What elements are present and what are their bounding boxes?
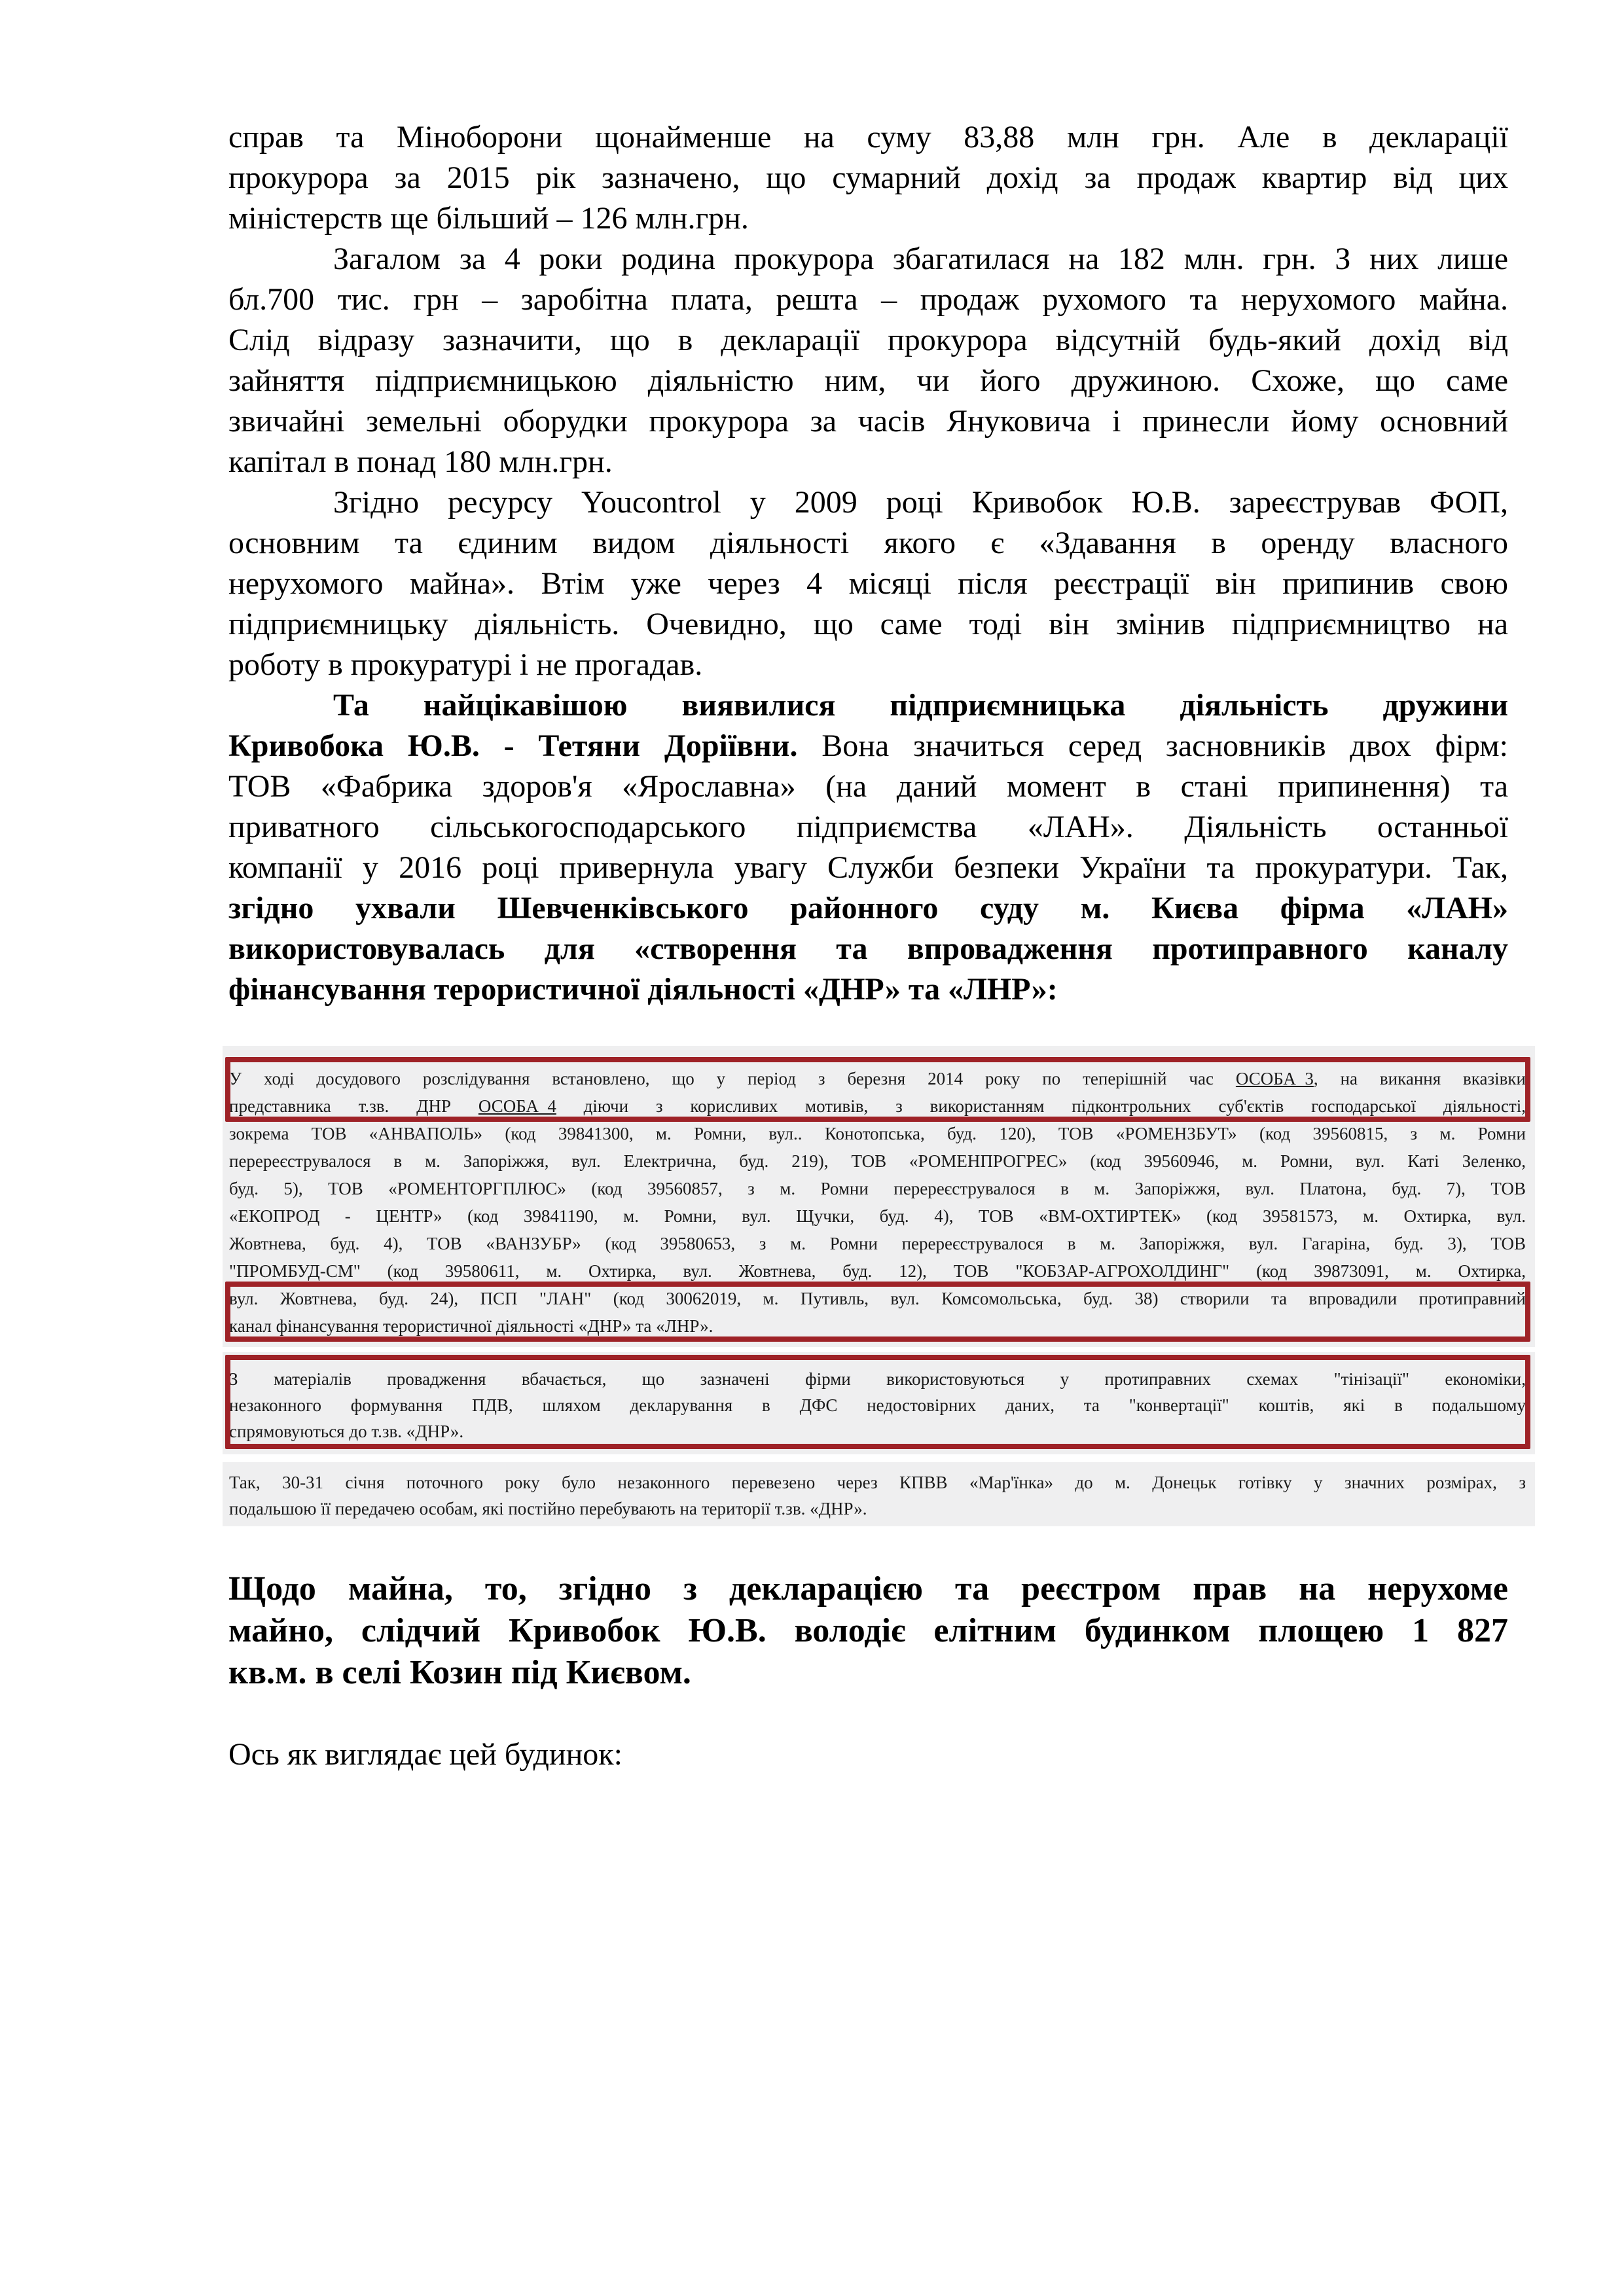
text-line: використовувалась для «створення та впровадження протиправного каналу <box>228 931 1508 966</box>
text-line: компанії у 2016 році привернула увагу Служби безпеки України та прокуратури. Так, <box>228 850 1508 885</box>
text-line: зокрема ТОВ «АНВАПОЛЬ» (код 39841300, м. Ромни, вул.. Конотопська, буд. 120), ТОВ «РОМЕНЗБУТ» (код 39560815, з м. Ромни <box>229 1124 1526 1143</box>
text-line: Щодо майна, то, згідно з декларацією та реєстром прав на нерухоме <box>228 1570 1508 1607</box>
embedded-screenshot-cash-transfer-note <box>223 1462 1535 1526</box>
person-link: ОСОБА_4 <box>478 1096 556 1116</box>
text-line: ТОВ «Фабрика здоров'я «Ярославна» (на даний момент в стані припинення) та <box>228 769 1508 804</box>
text-line: подальшою її передачею особам, які постійно перебувають на території т.зв. «ДНР». <box>229 1499 867 1518</box>
text-line: справ та Міноборони щонайменше на суму 83,88 млн грн. Але в декларації <box>228 120 1508 154</box>
text-line: міністерств ще більший – 126 млн.грн. <box>228 201 749 236</box>
text-line: буд. 5), ТОВ «РОМЕНТОРГПЛЮС» (код 39560857, з м. Ромни перереєструвалося в м. Запоріжжя, вул. Платона, буд. 7), ТОВ <box>229 1179 1526 1198</box>
text-line <box>228 726 1508 766</box>
text-line: Загалом за 4 роки родина прокурора збагатилася на 182 млн. грн. З них лише <box>333 242 1508 276</box>
text-line: зайняття підприємницькою діяльністю ним, чи його дружиною. Схоже, що саме <box>228 363 1508 398</box>
house-intro-line: Ось як виглядає цей будинок: <box>228 1737 623 1772</box>
text-line: звичайні земельні оборудки прокурора за часів Януковича і принесли йому основний <box>228 404 1508 439</box>
text-line: Слід відразу зазначити, що в декларації прокурора відсутній будь-який дохід від <box>228 323 1508 357</box>
text-span: Вона значиться серед засновників двох фірм: <box>797 728 1508 763</box>
text-line: незаконного формування ПДВ, шляхом декларування в ДФС недостовірних даних, та "конвертації" коштів, які в подальшому <box>229 1395 1526 1415</box>
text-line: Так, 30-31 січня поточного року було незаконного перевезено через КПВВ «Мар'їнка» до м. Донецьк готівку у значних розмірах, з <box>229 1473 1526 1492</box>
text-line: підприємницьку діяльність. Очевидно, що саме тоді він змінив підприємництво на <box>228 607 1508 641</box>
text-line <box>229 1092 1526 1120</box>
text-line: канал фінансування терористичної діяльності «ДНР» та «ЛНР». <box>229 1316 713 1336</box>
text-line: З матеріалів провадження вбачається, що зазначені фірми використовуються у протиправних схемах "тінізації" економіки, <box>229 1369 1526 1389</box>
bold-name-span: Кривобока Ю.В. - Тетяни Доріївни. <box>228 728 798 763</box>
screenshot-text <box>229 1065 1526 1340</box>
text-line: нерухомого майна». Втім уже через 4 місяці після реєстрації він припинив свою <box>228 566 1508 601</box>
text-line: "ПРОМБУД-СМ" (код 39580611, м. Охтирка, вул. Жовтнева, буд. 12), ТОВ "КОБЗАР-АГРОХОЛДИНГ" (код 39873091, м. Охтирка, <box>229 1261 1526 1281</box>
screenshot-text <box>229 1469 1526 1522</box>
text-line: фінансування терористичної діяльності «ДНР» та «ЛНР»: <box>228 972 1058 1007</box>
text-line: вул. Жовтнева, буд. 24), ПСП "ЛАН" (код 30062019, м. Путивль, вул. Комсомольська, буд. 38) створили та впровадили протиправний <box>229 1289 1526 1308</box>
text-span: У ході досудового розслідування встановлено, що у період з березня 2014 року по теперішній час <box>229 1069 1236 1088</box>
text-span: , на викання вказівки <box>1313 1069 1526 1088</box>
text-line: основним та єдиним видом діяльності якого є «Здавання в оренду власного <box>228 526 1508 560</box>
text-line: Жовтнева, буд. 4), ТОВ «ВАНЗУБР» (код 39580653, з м. Ромни перереєструвалося в м. Запоріжжя, вул. Гагаріна, буд. 3), ТОВ <box>229 1234 1526 1253</box>
text-span: представника т.зв. ДНР <box>229 1096 478 1116</box>
text-line: перереєструвалося в м. Запоріжжя, вул. Електрична, буд. 219), ТОВ «РОМЕНПРОГРЕС» (код 39560946, м. Ромни, вул. Каті Зеленко, <box>229 1151 1526 1171</box>
conclusion-paragraph <box>228 1568 1508 1694</box>
text-line <box>229 1065 1526 1092</box>
person-link: ОСОБА_3 <box>1235 1069 1314 1088</box>
text-line: кв.м. в селі Козин під Києвом. <box>228 1654 691 1691</box>
body-text <box>228 117 1508 1010</box>
text-line: прокурора за 2015 рік зазначено, що сумарний дохід за продаж квартир від цих <box>228 160 1508 195</box>
embedded-screenshot-scheme-note <box>223 1352 1535 1454</box>
text-line: роботу в прокуратурі і не прогадав. <box>228 647 703 682</box>
text-line: спрямовуються до т.зв. «ДНР». <box>229 1422 464 1441</box>
text-span: діючи з корисливих мотивів, з використанням підконтрольних суб'єктів господарської діяльності, <box>556 1096 1526 1116</box>
text-line: Згідно ресурсу Youcontrol у 2009 році Кривобок Ю.В. зареєстрував ФОП, <box>333 485 1508 520</box>
text-line: згідно ухвали Шевченківського районного суду м. Києва фірма «ЛАН» <box>228 891 1508 925</box>
screenshot-text <box>229 1366 1526 1444</box>
text-line: «ЕКОПРОД - ЦЕНТР» (код 39841190, м. Ромни, вул. Щучки, буд. 4), ТОВ «ВМ-ОХТИРТЕК» (код 39581573, м. Охтирка, вул. <box>229 1206 1526 1226</box>
text-line: приватного сільськогосподарського підприємства «ЛАН». Діяльність останньої <box>228 810 1508 844</box>
text-line: майно, слідчий Кривобок Ю.В. володіє елітним будинком площею 1 827 <box>228 1612 1508 1649</box>
text-line: бл.700 тис. грн – заробітна плата, решта – продаж рухомого та нерухомого майна. <box>228 282 1508 317</box>
text-line: Та найцікавішою виявилися підприємницька діяльність дружини <box>333 688 1508 723</box>
embedded-screenshot-court-ruling <box>223 1046 1535 1347</box>
text-line: капітал в понад 180 млн.грн. <box>228 444 613 479</box>
